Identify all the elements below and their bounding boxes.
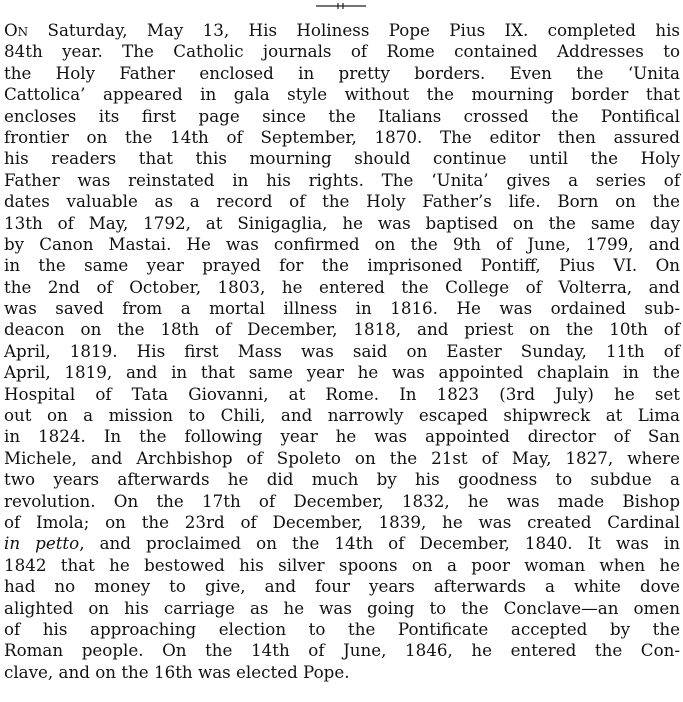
article-line: of Imola; on the 23rd of December, 1839, he was created Cardinal (4, 511, 680, 532)
article-line: the Holy Father enclosed in pretty borders. Even the ‘Unita (4, 62, 680, 83)
article-line: out on a mission to Chili, and narrowly escaped shipwreck at Lima (4, 405, 680, 426)
article-line: clave, and on the 16th was elected Pope. (4, 661, 350, 682)
article-line: encloses its first page since the Italians crossed the Pontifical (4, 105, 680, 126)
article-line: deacon on the 18th of December, 1818, and priest on the 10th of (4, 319, 680, 340)
article-line: Cattolica’ appeared in gala style without the mourning border that (4, 84, 680, 105)
opening-word: On (4, 20, 29, 40)
article-line: in petto, and proclaimed on the 14th of December, 1840. It was in (4, 533, 681, 554)
article-line: Michele, and Archbishop of Spoleto on the 21st of May, 1827, where (4, 447, 680, 468)
article-line: alighted on his carriage as he was going to the Conclave—an omen (4, 597, 680, 618)
article-line: frontier on the 14th of September, 1870. The editor then assured (4, 126, 680, 147)
article-line: in the same year prayed for the imprisoned Pontiff, Pius VI. On (4, 255, 680, 276)
article-line: revolution. On the 17th of December, 1832, he was made Bishop (4, 490, 680, 511)
article-line: April, 1819, and in that same year he was appointed chaplain in the (4, 362, 680, 383)
article-line: dates valuable as a record of the Holy Father’s life. Born on the (4, 191, 680, 212)
article-line: April, 1819. His first Mass was said on Easter Sunday, 11th of (4, 340, 680, 361)
article-line: 1842 that he bestowed his silver spoons on a poor woman when he (4, 554, 680, 575)
article-line: Roman people. On the 14th of June, 1846, he entered the Con- (4, 640, 680, 661)
article-line: 84th year. The Catholic journals of Rome contained Addresses to (4, 41, 680, 62)
italic-phrase: in petto (4, 533, 80, 554)
article-line: On Saturday, May 13, His Holiness Pope Pius IX. completed his (4, 20, 680, 40)
article-line: Hospital of Tata Giovanni, at Rome. In 1823 (3rd July) he set (4, 383, 680, 404)
article-line: Father was reinstated in his rights. The ‘Unita’ gives a series of (4, 169, 680, 190)
article-body (4, 20, 680, 683)
article-line: of his approaching election to the Pontificate accepted by the (4, 618, 680, 639)
article-line: had no money to give, and four years afterwards a white dove (4, 576, 680, 597)
ornamental-divider-icon (316, 2, 366, 10)
article-line: his readers that this mourning should continue until the Holy (4, 148, 680, 169)
article-line: two years afterwards he did much by his goodness to subdue a (4, 469, 680, 490)
article-line: by Canon Mastai. He was confirmed on the 9th of June, 1799, and (4, 233, 680, 254)
article-line: 13th of May, 1792, at Sinigaglia, he was baptised on the same day (4, 212, 680, 233)
article-line: was saved from a mortal illness in 1816. He was ordained sub- (4, 298, 680, 319)
article-line: the 2nd of October, 1803, he entered the College of Volterra, and (4, 276, 680, 297)
article-line: in 1824. In the following year he was appointed director of San (4, 426, 680, 447)
